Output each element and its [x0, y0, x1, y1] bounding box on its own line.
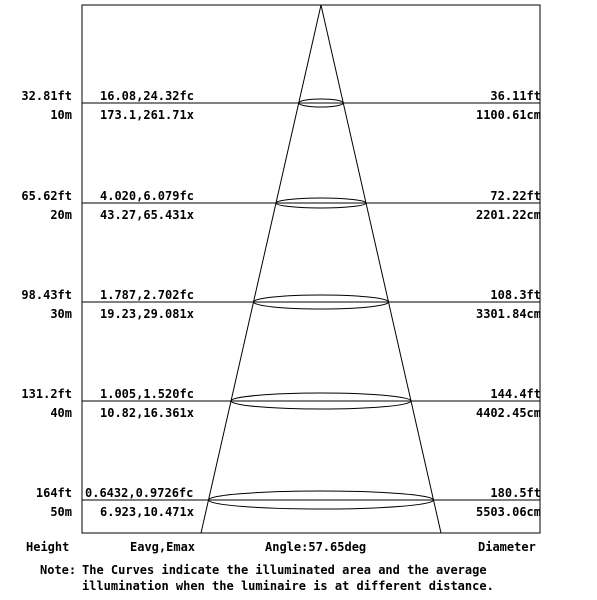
illuminance-fc-label: 0.6432,0.9726fc	[85, 486, 194, 500]
height-metric-label: 10m	[50, 108, 72, 122]
cone-right-edge	[321, 5, 441, 533]
height-imperial-label: 65.62ft	[21, 189, 72, 203]
diameter-ft-label: 144.4ft	[490, 387, 541, 401]
height-metric-label: 20m	[50, 208, 72, 222]
eavg-emax-column-label: Eavg,Emax	[130, 540, 196, 554]
cone-left-edge	[201, 5, 321, 533]
height-metric-label: 30m	[50, 307, 72, 321]
illuminance-lx-label: 173.1,261.71x	[100, 108, 194, 122]
illuminance-lx-label: 6.923,10.471x	[100, 505, 194, 519]
diameter-ft-label: 72.22ft	[490, 189, 541, 203]
diameter-ft-label: 108.3ft	[490, 288, 541, 302]
diagram-frame	[82, 5, 540, 533]
height-column-label: Height	[26, 540, 70, 554]
diameter-cm-label: 2201.22cm	[475, 208, 541, 222]
diameter-cm-label: 1100.61cm	[475, 108, 541, 122]
diameter-ft-label: 36.11ft	[490, 89, 541, 103]
illuminance-fc-label: 1.787,2.702fc	[100, 288, 194, 302]
height-metric-label: 40m	[50, 406, 72, 420]
height-imperial-label: 98.43ft	[21, 288, 72, 302]
diameter-column-label: Diameter	[478, 540, 536, 554]
illuminance-fc-label: 1.005,1.520fc	[100, 387, 194, 401]
diameter-cm-label: 5503.06cm	[475, 505, 541, 519]
illuminance-lx-label: 10.82,16.361x	[100, 406, 194, 420]
diagram-note	[40, 562, 494, 594]
illuminance-fc-label: 16.08,24.32fc	[100, 89, 194, 103]
height-imperial-label: 131.2ft	[21, 387, 72, 401]
illuminance-lx-label: 43.27,65.431x	[100, 208, 194, 222]
diameter-ft-label: 180.5ft	[490, 486, 541, 500]
diameter-cm-label: 3301.84cm	[475, 307, 541, 321]
illuminance-fc-label: 4.020,6.079fc	[100, 189, 194, 203]
height-metric-label: 50m	[50, 505, 72, 519]
beam-angle-label: Angle:57.65deg	[265, 540, 367, 554]
height-imperial-label: 32.81ft	[21, 89, 72, 103]
note-prefix: Note:	[40, 563, 77, 577]
illuminance-lx-label: 19.23,29.081x	[100, 307, 194, 321]
height-imperial-label: 164ft	[35, 486, 72, 500]
diameter-cm-label: 4402.45cm	[475, 406, 541, 420]
note-line-1: The Curves indicate the illuminated area and the average	[82, 563, 487, 577]
note-line-2: illumination when the luminaire is at different distance.	[82, 579, 494, 593]
